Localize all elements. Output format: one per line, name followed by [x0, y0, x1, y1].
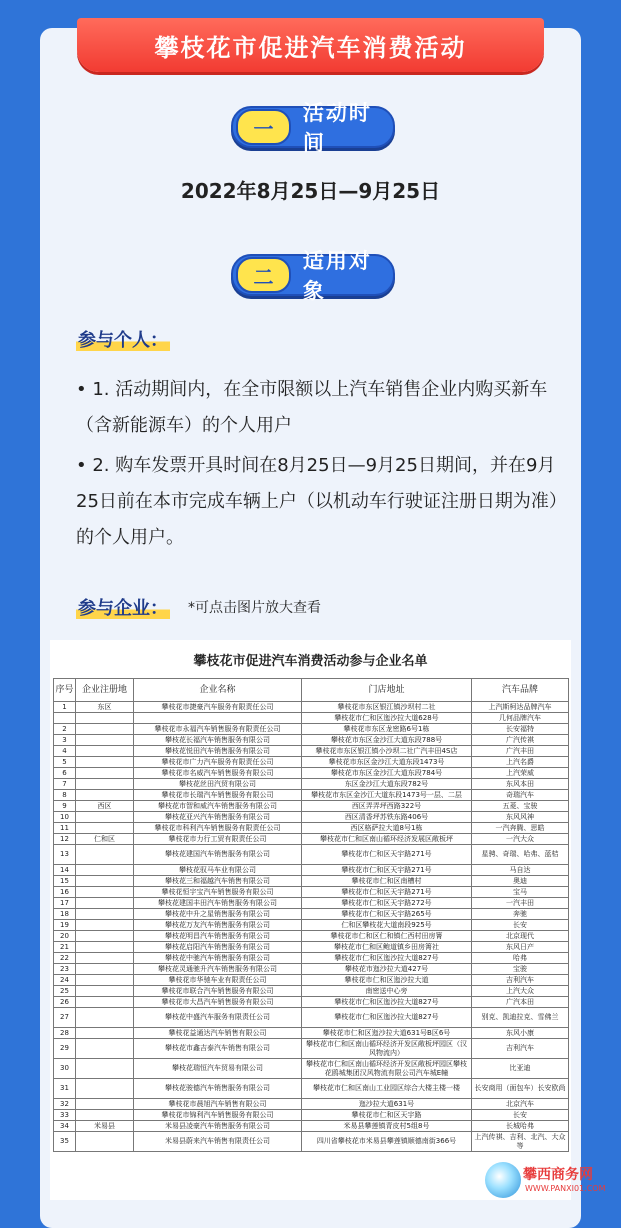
table-cell: 攀枝花益通达汽车销售有限公司 [134, 1028, 302, 1039]
table-cell: 攀枝花长福汽车销售服务有限公司 [134, 735, 302, 746]
table-cell: 东风本田 [472, 779, 569, 790]
enlarge-note: *可点击图片放大查看 [188, 600, 321, 616]
table-row [54, 1110, 569, 1121]
table-cell: 宝马 [472, 887, 569, 898]
table-row [54, 834, 569, 845]
table-cell [54, 713, 76, 724]
table-cell: 25 [54, 986, 76, 997]
table-cell: 攀枝花明昌汽车销售服务有限公司 [134, 931, 302, 942]
enterprise-heading: 参与企业： [78, 598, 168, 619]
activity-date: 2022年8月25日—9月25日 [180, 179, 441, 203]
table-cell: 攀枝花市晨旭汽车销售有限公司 [134, 1099, 302, 1110]
table-cell: 米易县凌豪汽车销售服务有限公司 [134, 1121, 302, 1132]
table-cell: 广汽丰田 [472, 746, 569, 757]
table-row [54, 975, 569, 986]
table-cell: 攀枝花市仁和区迤沙拉大道 [302, 975, 472, 986]
table-cell: 3 [54, 735, 76, 746]
table-header: 序号 [54, 679, 76, 702]
table-cell: 攀枝花中盛汽车服务有限责任公司 [134, 1008, 302, 1028]
table-cell: 攀枝花市名威汽车销售服务有限公司 [134, 768, 302, 779]
table-cell: 仁和区 [76, 834, 134, 845]
table-cell: 攀枝花中升之星销售服务有限公司 [134, 909, 302, 920]
table-row [54, 898, 569, 909]
table-cell [76, 975, 134, 986]
table-cell: 30 [54, 1059, 76, 1079]
table-cell: 攀枝花市捷豪汽车服务有限责任公司 [134, 702, 302, 713]
table-cell: 攀枝花骏德汽车销售服务有限公司 [134, 1079, 302, 1099]
table-cell: 2 [54, 724, 76, 735]
table-cell: 攀枝花市智和威汽车销售服务有限公司 [134, 801, 302, 812]
table-cell [76, 1132, 134, 1152]
table-cell: 5 [54, 757, 76, 768]
table-cell: 6 [54, 768, 76, 779]
table-cell: 长安商用（面包车）长安欧尚 [472, 1079, 569, 1099]
table-cell: 攀枝花市广力汽车服务有限责任公司 [134, 757, 302, 768]
table-cell [76, 997, 134, 1008]
table-cell: 攀枝花市仁和区迤沙拉大道827号 [302, 953, 472, 964]
table-row [54, 1132, 569, 1152]
table-cell: 奥迪 [472, 876, 569, 887]
table-cell: 四川省攀枝花市米易县攀莲镇顺德南街366号 [302, 1132, 472, 1152]
table-row [54, 713, 569, 724]
table-cell: 攀枝花市联合汽车销售服务有限公司 [134, 986, 302, 997]
table-cell: 攀枝花驭马车业有限公司 [134, 865, 302, 876]
table-cell: 攀枝花市仁和区南槽村 [302, 876, 472, 887]
table-cell: 广汽本田 [472, 997, 569, 1008]
table-cell: 东风小康 [472, 1028, 569, 1039]
personal-item-2: • 2. 购车发票开具时间在8月25日—9月25日期间，并在9月25日前在本市完成车辆上户（以机动车行驶证注册日期为准）的个人用户。 [76, 455, 558, 548]
table-cell: 东区金沙江大道东段782号 [302, 779, 472, 790]
table-cell: 长城哈弗 [472, 1121, 569, 1132]
table-cell [76, 790, 134, 801]
table-cell: 12 [54, 834, 76, 845]
table-cell: 长安福特 [472, 724, 569, 735]
table-cell: 攀枝花市仁和区天宇路 [302, 1110, 472, 1121]
table-cell: 攀枝花市仁和区迤沙拉大道631号B区6号 [302, 1028, 472, 1039]
table-cell: 东风风神 [472, 812, 569, 823]
table-cell: 15 [54, 876, 76, 887]
table-cell: 攀枝花市东区龙密路6号1栋 [302, 724, 472, 735]
table-row [54, 812, 569, 823]
table-cell: 奇瑞汽车 [472, 790, 569, 801]
table-cell: 西区格萨拉大道8号1栋 [302, 823, 472, 834]
table-cell [134, 713, 302, 724]
table-cell: 17 [54, 898, 76, 909]
table-row [54, 1059, 569, 1079]
table-cell [76, 845, 134, 865]
table-cell [76, 823, 134, 834]
table-cell: 奔驰 [472, 909, 569, 920]
watermark-text: 攀西商务网 [523, 1167, 593, 1183]
section-number: 一 [236, 109, 291, 145]
table-cell: 13 [54, 845, 76, 865]
table-cell: 攀枝花建国丰田汽车销售服务有限公司 [134, 898, 302, 909]
watermark [485, 1160, 621, 1200]
table-cell: 长安 [472, 920, 569, 931]
table-cell: 米易县攀莲镇青皮村5组8号 [302, 1121, 472, 1132]
table-row [54, 768, 569, 779]
section-pill-time [231, 101, 395, 155]
table-cell: 南密送中心旁 [302, 986, 472, 997]
table-cell: 攀枝花市长瑞汽车销售服务有限公司 [134, 790, 302, 801]
table-cell: 攀枝花市仁和区迤沙拉大道827号 [302, 1008, 472, 1028]
table-cell: 21 [54, 942, 76, 953]
table-row [54, 986, 569, 997]
table-cell [76, 724, 134, 735]
table-cell: 33 [54, 1110, 76, 1121]
watermark-url: WWW.PANXI01.COM [525, 1184, 606, 1193]
table-cell: 攀枝花中驰汽车销售服务有限公司 [134, 953, 302, 964]
table-row [54, 997, 569, 1008]
table-row [54, 887, 569, 898]
table-cell: 攀枝花三和福越汽车销售有限公司 [134, 876, 302, 887]
table-row [54, 909, 569, 920]
table-cell: 攀枝花亚兴汽车销售服务有限公司 [134, 812, 302, 823]
personal-heading: 参与个人： [78, 330, 168, 351]
table-cell: 星骋、奇瑞、哈弗、蓝桔 [472, 845, 569, 865]
table-cell: 攀枝花悦田汽车销售服务有限公司 [134, 746, 302, 757]
table-cell [76, 1059, 134, 1079]
table-cell: 1 [54, 702, 76, 713]
table-cell: 攀枝花市华驰车业有限责任公司 [134, 975, 302, 986]
table-cell [76, 1079, 134, 1099]
table-row [54, 724, 569, 735]
table-cell: 广汽传祺 [472, 735, 569, 746]
table-cell: 31 [54, 1079, 76, 1099]
table-cell: 马自达 [472, 865, 569, 876]
table-row [54, 931, 569, 942]
table-cell [76, 920, 134, 931]
table-cell: 攀枝花市东区金沙江大道东段788号 [302, 735, 472, 746]
table-cell: 上汽传祺、吉利、北汽、大众等 [472, 1132, 569, 1152]
table-cell: 北京现代 [472, 931, 569, 942]
table-cell: 攀枝花市锦利汽车销售服务有限公司 [134, 1110, 302, 1121]
table-cell: 攀枝花市科利汽车销售服务有限责任公司 [134, 823, 302, 834]
table-cell: 10 [54, 812, 76, 823]
table-cell [76, 746, 134, 757]
table-cell: 26 [54, 997, 76, 1008]
table-cell [76, 953, 134, 964]
table-cell [76, 909, 134, 920]
table-cell: 攀枝花市仁和区迤沙拉大道628号 [302, 713, 472, 724]
table-row [54, 1028, 569, 1039]
table-header: 企业名称 [134, 679, 302, 702]
table-cell: 32 [54, 1099, 76, 1110]
table-cell: 上汽斯柯达品牌汽车 [472, 702, 569, 713]
table-row [54, 920, 569, 931]
table-cell: 攀枝花市东区金沙江大道东段1473号 [302, 757, 472, 768]
table-cell: 攀枝花恒宇宝汽车销售服务有限公司 [134, 887, 302, 898]
table-header: 门店地址 [302, 679, 472, 702]
table-cell: 攀枝花市鑫吉泰汽车销售有限公司 [134, 1039, 302, 1059]
table-cell: 18 [54, 909, 76, 920]
personal-item-1: • 1. 活动期间内，在全市限额以上汽车销售企业内购买新车（含新能源车）的个人用户 [76, 379, 548, 436]
table-row [54, 1121, 569, 1132]
table-row [54, 790, 569, 801]
table-cell: 9 [54, 801, 76, 812]
table-cell [76, 887, 134, 898]
table-cell: 宝骏 [472, 964, 569, 975]
table-cell: 16 [54, 887, 76, 898]
enterprise-table [53, 678, 569, 1152]
section-number: 二 [236, 257, 291, 293]
table-cell: 上汽名爵 [472, 757, 569, 768]
table-cell: 22 [54, 953, 76, 964]
table-cell: 攀枝花市仁和区仁和镇仁西村田房箐 [302, 931, 472, 942]
table-row [54, 801, 569, 812]
table-cell: 长安 [472, 1110, 569, 1121]
table-cell: 攀枝花市仁和区天宇路272号 [302, 898, 472, 909]
table-row [54, 942, 569, 953]
table-cell: 米易县蔚来汽车销售有限责任公司 [134, 1132, 302, 1152]
table-cell: 攀枝花市仁和区鲍道镇乡田房箐社 [302, 942, 472, 953]
table-cell: 攀枝花市永福汽车销售服务有限责任公司 [134, 724, 302, 735]
table-cell: 攀枝花市东区银江镇小沙坝二社广汽丰田4S店 [302, 746, 472, 757]
table-cell: 仁和区攀枝花大道南段925号 [302, 920, 472, 931]
table-row [54, 1039, 569, 1059]
table-cell [76, 865, 134, 876]
table-row [54, 702, 569, 713]
table-cell: 攀枝花市仁和区迤沙拉大道827号 [302, 997, 472, 1008]
table-cell: 迤沙拉大道631号 [302, 1099, 472, 1110]
table-cell: 别克、凯迪拉克、雪佛兰 [472, 1008, 569, 1028]
section-title: 活动时间 [302, 101, 372, 155]
title-banner [77, 18, 544, 72]
table-cell: 东区 [76, 702, 134, 713]
table-cell: 24 [54, 975, 76, 986]
table-row [54, 779, 569, 790]
table-cell: 7 [54, 779, 76, 790]
table-cell: 攀枝花建国汽车销售服务有限公司 [134, 845, 302, 865]
table-cell [76, 1028, 134, 1039]
table-row [54, 735, 569, 746]
table-cell: 攀枝花丝田汽贸有限公司 [134, 779, 302, 790]
table-row [54, 964, 569, 975]
table-cell: 西区 [76, 801, 134, 812]
table-cell: 攀枝花市仁和区天宇路271号 [302, 865, 472, 876]
table-cell: 吉利汽车 [472, 975, 569, 986]
table-row [54, 823, 569, 834]
table-cell: 4 [54, 746, 76, 757]
table-cell: 攀枝花市仁和区天宇路265号 [302, 909, 472, 920]
table-cell: 20 [54, 931, 76, 942]
table-cell: 攀枝花万友汽车销售服务有限公司 [134, 920, 302, 931]
table-header: 企业注册地 [76, 679, 134, 702]
table-cell: 攀枝花启阳汽车销售服务有限公司 [134, 942, 302, 953]
table-cell [76, 898, 134, 909]
banner-title: 攀枝花市促进汽车消费活动 [154, 33, 467, 62]
table-cell: 8 [54, 790, 76, 801]
table-cell: 一汽大众 [472, 834, 569, 845]
table-cell [76, 713, 134, 724]
globe-logo-icon [485, 1162, 521, 1198]
table-cell: 35 [54, 1132, 76, 1152]
table-cell: 攀枝花市仁和区南山循环经济发展区敞板坪 [302, 834, 472, 845]
table-cell [76, 931, 134, 942]
table-cell [76, 735, 134, 746]
table-cell: 19 [54, 920, 76, 931]
table-cell: 34 [54, 1121, 76, 1132]
table-cell: 攀枝花市大昌汽车销售服务有限公司 [134, 997, 302, 1008]
table-cell [76, 812, 134, 823]
table-row [54, 865, 569, 876]
table-row [54, 845, 569, 865]
table-cell: 27 [54, 1008, 76, 1028]
enterprise-table-image[interactable] [50, 640, 571, 1200]
table-cell [76, 1099, 134, 1110]
table-cell: 一汽奔腾、思皓 [472, 823, 569, 834]
table-cell: 攀枝花市仁和区天宇路271号 [302, 887, 472, 898]
table-cell: 攀枝花市仁和区南山工业园区综合大楼主楼一楼 [302, 1079, 472, 1099]
table-row [54, 876, 569, 887]
table-cell: 14 [54, 865, 76, 876]
section-pill-target [231, 249, 395, 303]
table-cell: 西区弄弄坪西路322号 [302, 801, 472, 812]
table-cell: 攀枝花市迤沙拉大道427号 [302, 964, 472, 975]
table-row [54, 1079, 569, 1099]
table-cell: 攀枝花市仁和区南山循环经济开发区敞板坪园区攀枝花鸥城集团汉风物流有限公司汽车城E幢 [302, 1059, 472, 1079]
table-title: 攀枝花市促进汽车消费活动参与企业名单 [193, 654, 428, 669]
table-cell: 攀枝花瑞恒汽车贸易有限公司 [134, 1059, 302, 1079]
table-cell [76, 964, 134, 975]
table-cell [76, 986, 134, 997]
table-cell: 一汽丰田 [472, 898, 569, 909]
table-cell [76, 1039, 134, 1059]
table-row [54, 1099, 569, 1110]
table-cell [76, 1110, 134, 1121]
table-cell: 攀枝花市力行工贸有限责任公司 [134, 834, 302, 845]
table-cell [76, 757, 134, 768]
table-cell: 攀枝花市仁和区南山循环经济开发区敞板坪园区（汉风物流内） [302, 1039, 472, 1059]
table-cell: 几何品牌汽车 [472, 713, 569, 724]
table-cell [76, 876, 134, 887]
table-cell: 吉利汽车 [472, 1039, 569, 1059]
table-cell: 攀枝花灵通驰升汽车销售服务有限公司 [134, 964, 302, 975]
table-cell: 上汽荣威 [472, 768, 569, 779]
table-cell [76, 942, 134, 953]
table-cell [76, 779, 134, 790]
table-cell: 11 [54, 823, 76, 834]
section-title: 适用对象 [302, 249, 372, 303]
table-cell: 29 [54, 1039, 76, 1059]
table-cell [76, 1008, 134, 1028]
table-cell: 攀枝花市仁和区天宇路271号 [302, 845, 472, 865]
table-header: 汽车品牌 [472, 679, 569, 702]
table-cell: 28 [54, 1028, 76, 1039]
table-cell: 上汽大众 [472, 986, 569, 997]
table-cell: 北京汽车 [472, 1099, 569, 1110]
table-cell: 米易县 [76, 1121, 134, 1132]
table-cell: 攀枝花市东区金沙江大道东段1473号一层、二层 [302, 790, 472, 801]
table-cell: 哈弗 [472, 953, 569, 964]
table-cell: 五菱、宝骏 [472, 801, 569, 812]
table-cell: 比亚迪 [472, 1059, 569, 1079]
table-cell: 西区清香坪苏铁东路406号 [302, 812, 472, 823]
table-cell: 东风日产 [472, 942, 569, 953]
table-row [54, 953, 569, 964]
table-row [54, 746, 569, 757]
table-row [54, 1008, 569, 1028]
table-cell [76, 768, 134, 779]
table-cell: 23 [54, 964, 76, 975]
table-row [54, 757, 569, 768]
table-cell: 攀枝花市东区金沙江大道东段784号 [302, 768, 472, 779]
table-cell: 攀枝花市东区银江镇沙坝村二社 [302, 702, 472, 713]
